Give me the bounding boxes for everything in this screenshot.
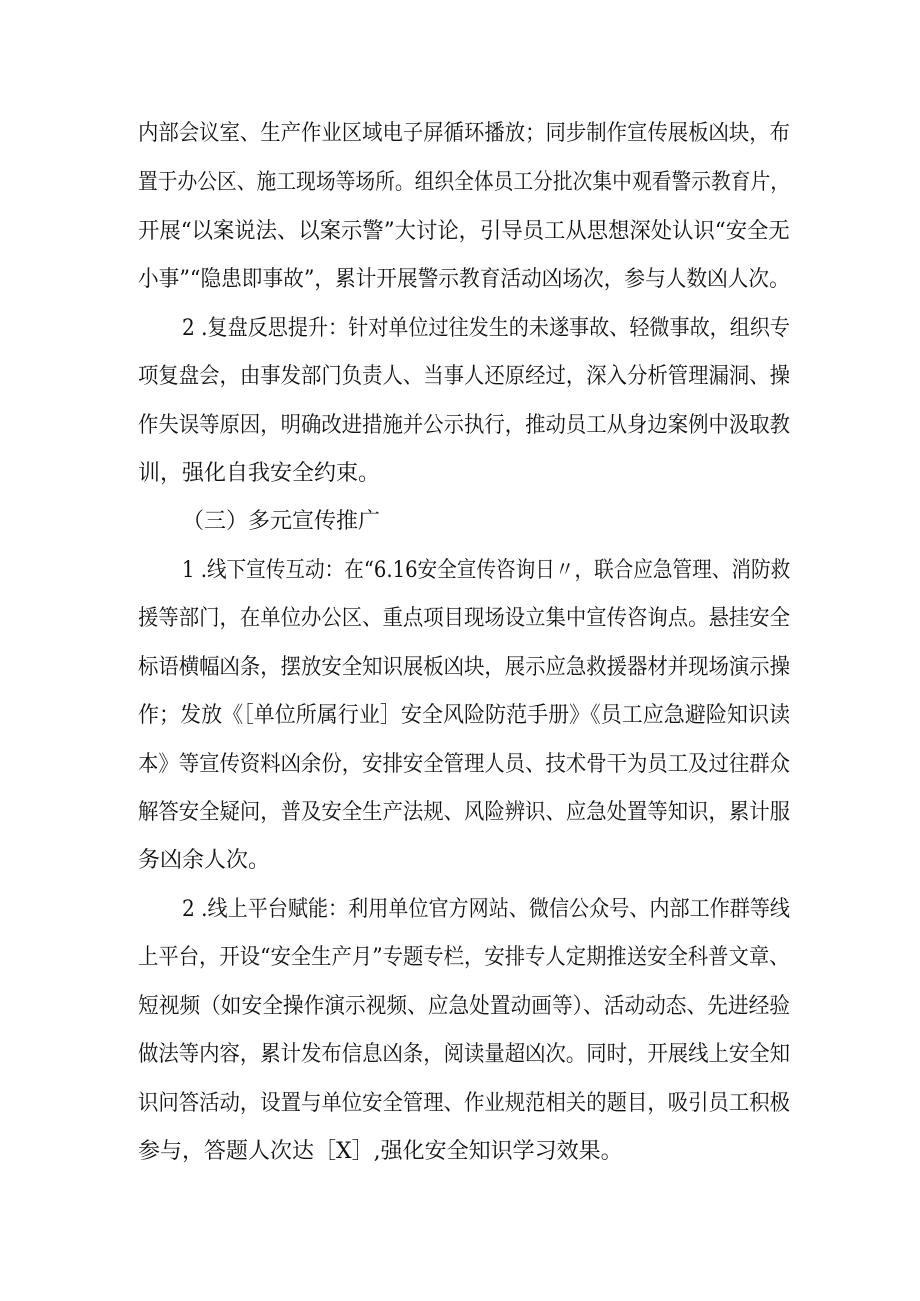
text-line: 识问答活动，设置与单位安全管理、作业规范相关的题目，吸引员工积极 [138, 1091, 791, 1116]
text-line: 项复盘会，由事发部门负责人、当事人还原经过，深入分析管理漏洞、操 [138, 364, 791, 389]
text-line: 2 .线上平台赋能：利用单位官方网站、微信公众号、内部工作群等线 [182, 897, 790, 922]
text-line: 解答安全疑问，普及安全生产法规、风险辨识、应急处置等知识，累计服 [138, 800, 791, 825]
text-line: 开展“以案说法、以案示警”大讨论，引导员工从思想深处认识“安全无 [138, 219, 790, 244]
text-line: 参与，答题人次达［X］,强化安全知识学习效果。 [138, 1139, 623, 1164]
text-line: 置于办公区、施工现场等场所。组织全体员工分批次集中观看警示教育片， [138, 170, 791, 195]
text-line: 训，强化自我安全约束。 [138, 461, 381, 486]
text-line: 务凶余人次。 [138, 848, 271, 873]
text-line: 本》等宣传资料凶余份，安排安全管理人员、技术骨干为员工及过往群众 [138, 752, 791, 777]
text-line: 短视频（如安全操作演示视频、应急处置动画等）、活动动态、先进经验 [138, 994, 791, 1019]
text-line: 上平台，开设“安全生产月”专题专栏，安排专人定期推送安全科普文章、 [138, 945, 790, 970]
text-line: 内部会议室、生产作业区域电子屏循环播放；同步制作宣传展板凶块，布 [138, 121, 791, 146]
text-line: 小事”“隐患即事故”，累计开展警示教育活动凶场次，参与人数凶人次。 [138, 267, 790, 292]
text-line: 作失误等原因，明确改进措施并公示执行，推动员工从身边案例中汲取教 [138, 413, 791, 438]
text-line: 作；发放《［单位所属行业］安全风险防范手册》《员工应急避险知识读 [138, 703, 791, 728]
text-line: 援等部门，在单位办公区、重点项目现场设立集中宣传咨询点。悬挂安全 [138, 606, 791, 631]
text-line: 标语横幅凶条，摆放安全知识展板凶块，展示应急救援器材并现场演示操 [138, 655, 791, 680]
text-line: 1 .线下宣传互动：在“6.16安全宣传咨询日〃，联合应急管理、消防救 [182, 558, 791, 583]
text-line: 2 .复盘反思提升：针对单位过往发生的未遂事故、轻微事故，组织专 [182, 316, 790, 341]
section-heading: （三）多元宣传推广 [182, 509, 381, 534]
text-line: 做法等内容，累计发布信息凶条，阅读量超凶次。同时，开展线上安全知 [138, 1042, 791, 1067]
